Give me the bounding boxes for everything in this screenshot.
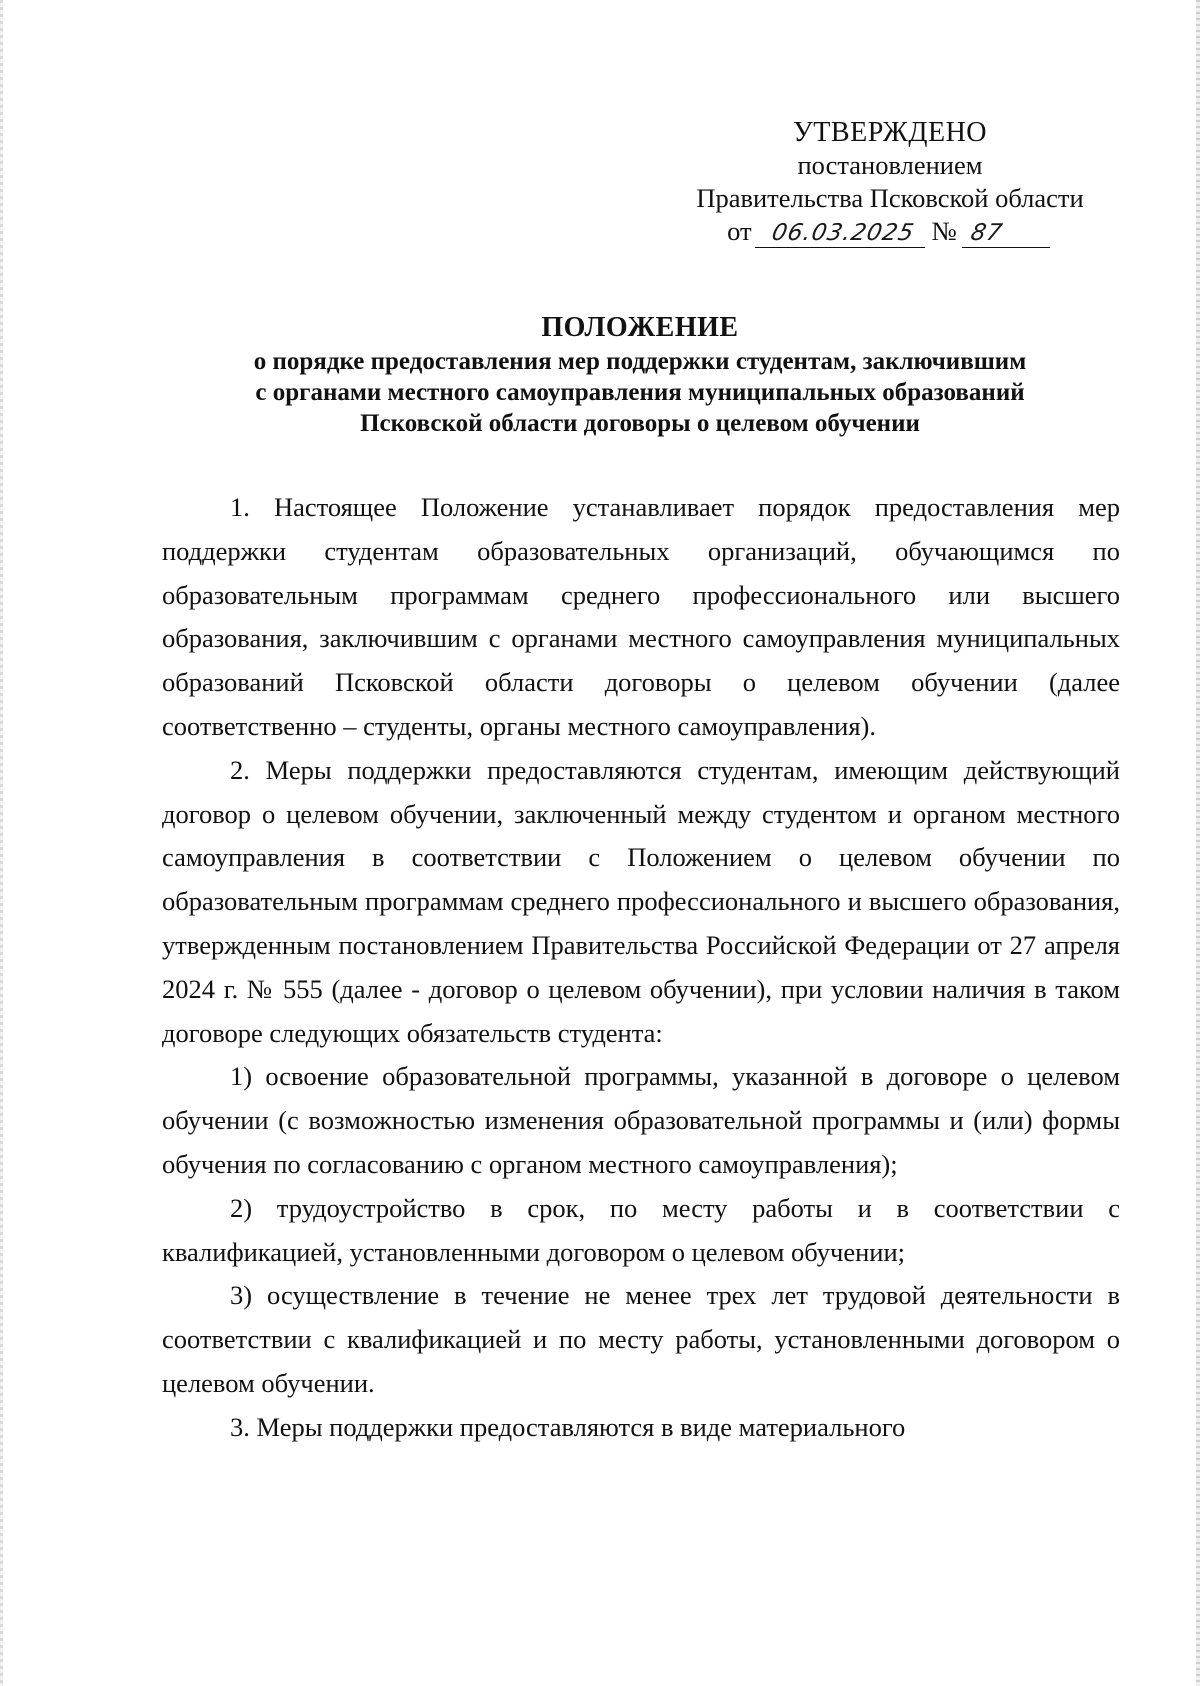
paragraph-2-item-3: 3) осуществление в течение не менее трех лет трудовой деятельности в соответствии с квалификацией и по месту работы, установленными договором о целевом обучении. [162, 1280, 1120, 1398]
title-subtitle-line-1: о порядке предоставления мер поддержки студентам, заключившим [253, 348, 1027, 375]
title-subtitle-line-3: Псковской области договоры о целевом обучении [360, 410, 920, 437]
resolution-date-line [727, 215, 1053, 248]
title-subtitle-line-2: с органами местного самоуправления муниципальных образований [255, 379, 1025, 406]
title-heading: ПОЛОЖЕНИЕ [541, 312, 739, 343]
approval-stamp-block [660, 116, 1120, 248]
resolution-label: постановлением [797, 150, 983, 180]
document-title [160, 310, 1120, 439]
paragraph-2: 2. Меры поддержки предоставляются студентам, имеющим действующий договор о целевом обучении, заключенный между студентом и органом местного самоуправления в соответствии с Положением о целевом обучении по образовательным программам среднего профессионального и высшего образования, утвержденным постановлением Правительства Российской Федерации от 27 апреля 2024 г. № 555 (далее - договор о целевом обучении), при условии наличия в таком договоре следующих обязательств студента: [162, 754, 1120, 1048]
paragraph-3: 3. Меры поддержки предоставляются в виде материального [230, 1411, 906, 1442]
handwritten-number: 87 [962, 219, 1056, 248]
scan-edge-right [1196, 0, 1200, 1686]
paragraph-2-item-2: 2) трудоустройство в срок, по месту работы и в соответствии с квалификацией, установленными договором о целевом обучении; [162, 1192, 1120, 1267]
number-sign: № [931, 216, 957, 246]
government-label: Правительства Псковской области [696, 183, 1084, 213]
approved-label: УТВЕРЖДЕНО [792, 117, 988, 148]
handwritten-date: 06.03.2025 [755, 219, 931, 248]
document-body [162, 486, 1120, 1450]
paragraph-1: 1. Настоящее Положение устанавливает порядок предоставления мер поддержки студентам образовательных организаций, обучающимся по образовательным программам среднего профессионального или высшего образования, заключившим с органами местного самоуправления муниципальных образований Псковской области договоры о целевом обучении (далее соответственно – студенты, органы местного самоуправления). [162, 492, 1120, 741]
date-prefix: от [727, 216, 752, 246]
scan-edge-left [0, 0, 3, 1686]
paragraph-2-item-1: 1) освоение образовательной программы, указанной в договоре о целевом обучении (с возможностью изменения образовательной программы и (или) формы обучения по согласованию с органом местного самоуправления); [162, 1061, 1120, 1179]
